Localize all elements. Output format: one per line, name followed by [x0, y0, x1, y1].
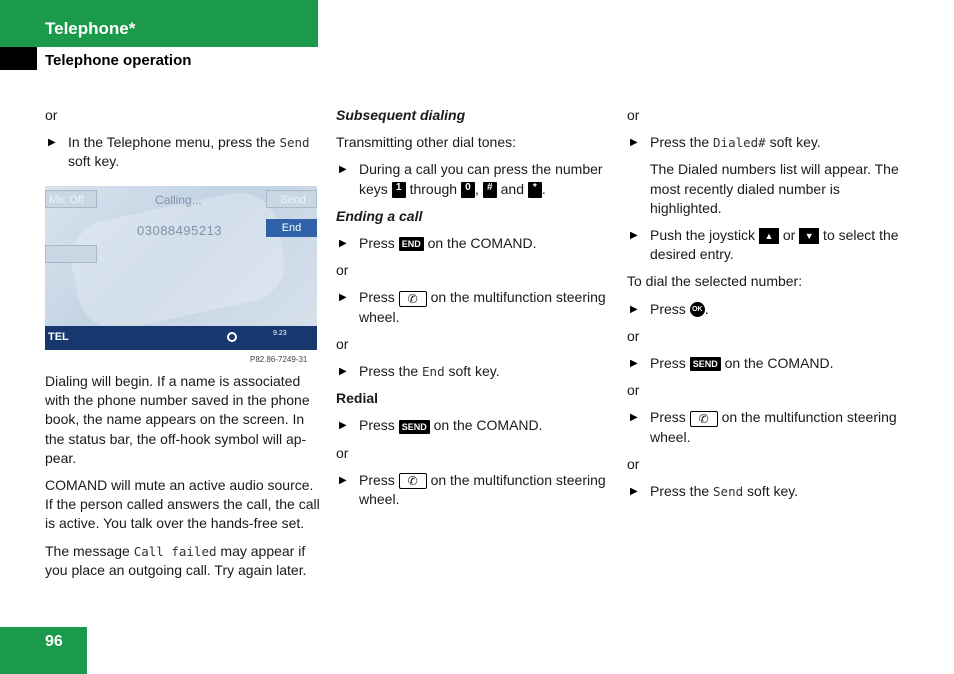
dialed-number: 03088495213 — [137, 223, 223, 238]
or-text: or — [627, 382, 640, 399]
bullet-arrow-icon: ▶ — [48, 137, 56, 149]
instruction-item: ▶ Press SEND on the COMAND. — [627, 354, 907, 373]
bullet-arrow-icon: ▶ — [630, 358, 638, 370]
ok-dot-icon — [227, 332, 237, 342]
instruction-item: ▶ Press OK . — [627, 300, 907, 319]
key-star-icon: * — [528, 182, 542, 198]
status-bar — [45, 326, 317, 350]
send-key-icon: SEND — [399, 420, 430, 434]
key-0-icon: 0 — [461, 182, 475, 198]
page-number-box — [0, 627, 87, 674]
tel-label: TEL — [48, 331, 69, 343]
blank-softkey — [45, 245, 97, 263]
key-1-icon: 1 — [392, 182, 406, 198]
key-hash-icon: # — [483, 182, 497, 198]
instruction-item: ▶ Press the Dialed# soft key. — [627, 133, 907, 152]
bullet-arrow-icon: ▶ — [339, 292, 347, 304]
column-1 — [45, 106, 320, 180]
or-text: or — [336, 335, 349, 352]
bullet-arrow-icon: ▶ — [630, 303, 638, 315]
instruction-item: ▶ Press ✆ on the multifunction steering wheel. — [630, 409, 897, 445]
bullet-arrow-icon: ▶ — [339, 238, 347, 250]
instruction-item: ▶ Press the End soft key. — [336, 362, 611, 381]
chapter-title: Telephone* — [45, 19, 136, 38]
signal-strength-icon: 9.23 — [273, 330, 287, 337]
paragraph: To dial the selected number: — [627, 273, 803, 290]
bullet-arrow-icon: ▶ — [339, 164, 347, 176]
or-text: or — [45, 107, 58, 123]
instruction-item: ▶ Push the joystick ▲ or ▼ to select the desired entry. — [630, 227, 899, 263]
or-text: or — [627, 455, 640, 472]
figure-code: P82.86-7249-31 — [250, 355, 308, 364]
paragraph: Transmitting other dial tones: — [336, 134, 517, 151]
message-label: Call failed — [133, 543, 217, 559]
comand-screen-image — [45, 186, 317, 350]
send-key-icon: SEND — [690, 357, 721, 371]
paragraph: Dialing will begin. If a name is associated with the phone number saved in the phone book, the name appears on the screen. In the status bar, the off-hook symbol will ap-pear. — [45, 373, 310, 466]
ok-button-icon: OK — [690, 302, 705, 317]
or-text: or — [336, 444, 349, 461]
bullet-arrow-icon: ▶ — [630, 412, 638, 424]
instruction-item: ▶ Press ✆ on the multifunction steering wheel. — [339, 289, 606, 325]
phone-handset-icon: ✆ — [399, 291, 427, 307]
instruction-note: The Dialed numbers list will appear. The most recently dialed number is highlighted. — [650, 161, 899, 216]
softkey-label: Send — [713, 484, 744, 500]
paragraph: The message Call failed may appear if you place an outgoing call. Try again later. — [45, 542, 307, 578]
or-text: or — [627, 107, 640, 123]
instruction-item: ▶ Press ✆ on the multifunction steering wheel. — [339, 471, 606, 508]
paragraph: COMAND will mute an active audio source. If the person called answers the call, the call is active. You talk over the hands-free set. — [45, 477, 320, 532]
end-key-icon: END — [399, 237, 424, 251]
end-softkey: End — [266, 219, 317, 237]
section-marker — [0, 47, 37, 70]
instruction-item: ▶ Press the Send soft key. — [627, 482, 907, 501]
column-2 — [336, 106, 611, 517]
instruction-item: ▶ During a call you can press the number keys 1 through 0 , # and * . — [339, 161, 603, 197]
subheading: Ending a call — [336, 207, 423, 224]
softkey-label: Send — [279, 135, 310, 151]
softkey-label: End — [422, 364, 445, 380]
mic-off-softkey: Mic Off — [45, 190, 97, 208]
page-number: 96 — [45, 633, 63, 650]
section-title: Telephone operation — [45, 52, 192, 69]
joystick-down-icon: ▼ — [799, 228, 819, 244]
subheading: Subsequent dialing — [336, 107, 466, 123]
instruction-item: ▶ Press END on the COMAND. — [336, 234, 611, 253]
subheading: Redial — [336, 390, 379, 407]
joystick-up-icon: ▲ — [759, 228, 779, 244]
phone-handset-icon: ✆ — [399, 473, 427, 489]
phone-illustration — [64, 186, 292, 337]
or-text: or — [336, 262, 349, 279]
bullet-arrow-icon: ▶ — [339, 474, 347, 486]
column-3 — [627, 106, 907, 509]
instruction-item: ▶ In the Telephone menu, press the Send soft key. — [48, 134, 310, 170]
bullet-arrow-icon: ▶ — [339, 366, 347, 378]
bullet-arrow-icon: ▶ — [339, 420, 347, 432]
instruction-item: ▶ Press SEND on the COMAND. — [336, 416, 611, 435]
column-1-body — [45, 372, 320, 588]
bullet-arrow-icon: ▶ — [630, 486, 638, 498]
calling-status: Calling... — [155, 193, 202, 207]
bullet-arrow-icon: ▶ — [630, 230, 638, 242]
phone-handset-icon: ✆ — [690, 411, 718, 427]
send-softkey: Send — [266, 190, 317, 208]
or-text: or — [627, 327, 640, 344]
bullet-arrow-icon: ▶ — [630, 137, 638, 149]
softkey-label: Dialed# — [713, 135, 766, 151]
